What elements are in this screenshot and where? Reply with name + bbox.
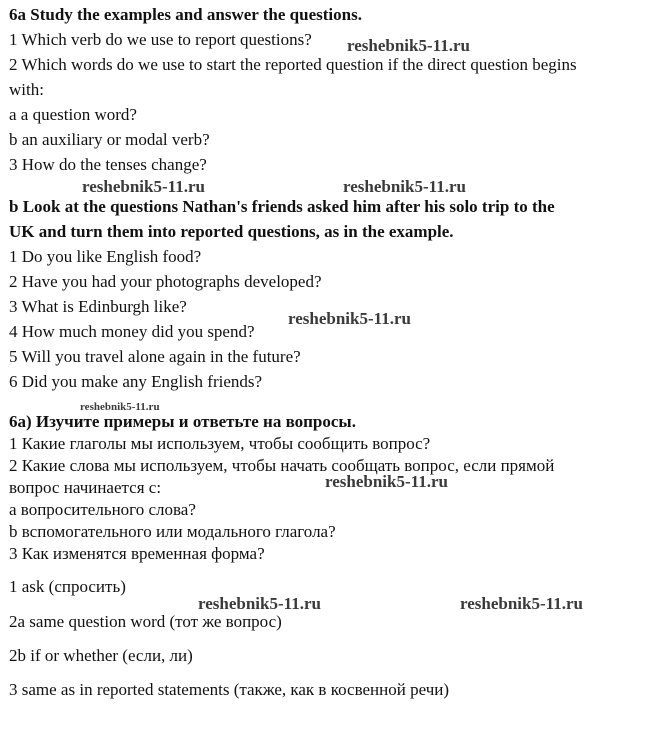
watermark: reshebnik5-11.ru — [82, 177, 205, 196]
exercise-6a-title: 6a Study the examples and answer the questions. — [9, 5, 362, 24]
russian-title: 6a) Изучите примеры и ответьте на вопросы. — [9, 412, 356, 431]
russian-question-2-line-1: 2 Какие слова мы используем, чтобы начать сообщать вопрос, если прямой — [9, 456, 555, 475]
watermark: reshebnik5-11.ru — [198, 594, 321, 613]
watermark: reshebnik5-11.ru — [347, 36, 470, 55]
list-item: 2 Have you had your photographs developed? — [9, 272, 322, 291]
question-2a: a a question word? — [9, 105, 137, 124]
question-2b: b an auxiliary or modal verb? — [9, 130, 210, 149]
russian-question-1: 1 Какие глаголы мы используем, чтобы сообщить вопрос? — [9, 434, 431, 453]
watermark: reshebnik5-11.ru — [288, 309, 411, 328]
answer-2b: 2b if or whether (если, ли) — [9, 646, 193, 665]
russian-question-3: 3 Как изменятся временная форма? — [9, 544, 265, 563]
watermark: reshebnik5-11.ru — [80, 401, 160, 413]
list-item: 4 How much money did you spend? — [9, 322, 255, 341]
list-item: 1 Do you like English food? — [9, 247, 202, 266]
russian-question-2b: b вспомогательного или модального глагола? — [9, 522, 336, 541]
russian-question-2-line-2: вопрос начинается с: — [9, 478, 162, 497]
question-3: 3 How do the tenses change? — [9, 155, 207, 174]
list-item: 5 Will you travel alone again in the future? — [9, 347, 301, 366]
question-2-line-2: with: — [9, 80, 44, 99]
list-item: 3 What is Edinburgh like? — [9, 297, 187, 316]
answer-2a: 2a same question word (тот же вопрос) — [9, 612, 282, 631]
watermark: reshebnik5-11.ru — [460, 594, 583, 613]
russian-question-2a: a вопросительного слова? — [9, 500, 196, 519]
exercise-b-title-line-2: UK and turn them into reported questions, as in the example. — [9, 222, 454, 241]
answer-1: 1 ask (спросить) — [9, 577, 126, 596]
exercise-b-title-line-1: b Look at the questions Nathan's friends asked him after his solo trip to the — [9, 197, 555, 216]
list-item: 6 Did you make any English friends? — [9, 372, 263, 391]
watermark: reshebnik5-11.ru — [325, 472, 448, 491]
answer-3: 3 same as in reported statements (также, как в косвенной речи) — [9, 680, 450, 699]
question-1: 1 Which verb do we use to report questions? — [9, 30, 312, 49]
question-2-line-1: 2 Which words do we use to start the reported question if the direct question begins — [9, 55, 577, 74]
watermark: reshebnik5-11.ru — [343, 177, 466, 196]
